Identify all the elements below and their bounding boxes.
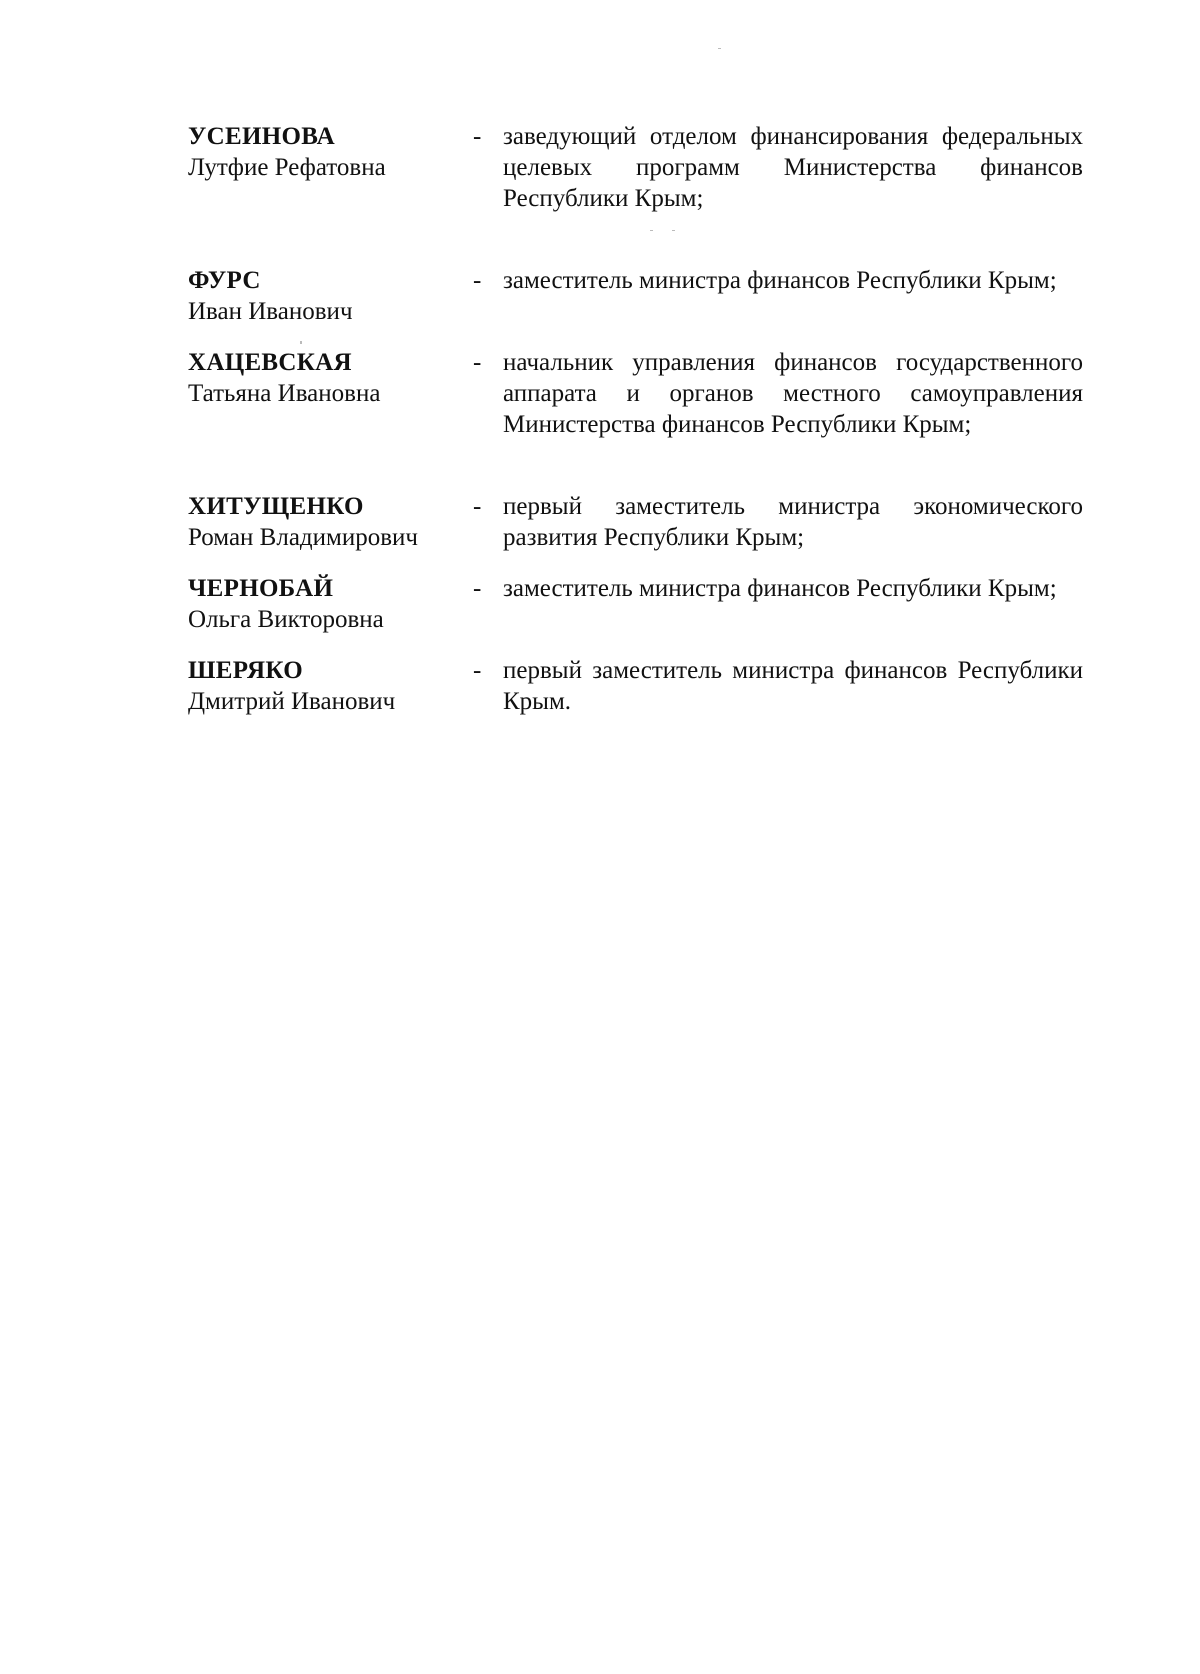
person-given-name: Лутфие Рефатовна xyxy=(188,154,386,181)
person-given-name: Дмитрий Иванович xyxy=(188,688,396,715)
person-surname: ХАЦЕВСКАЯ xyxy=(188,349,352,376)
position-description: заместитель министра финансов Республики Крым; xyxy=(503,267,1057,294)
person-given-name: Татьяна Ивановна xyxy=(188,380,381,407)
person-given-name: Роман Владимирович xyxy=(188,524,418,551)
dash-separator: - xyxy=(473,267,482,294)
person-name xyxy=(188,265,468,327)
person-surname: ХИТУЩЕНКО xyxy=(188,493,364,520)
person-surname: ЧЕРНОБАЙ xyxy=(188,575,334,602)
person-given-name: Иван Иванович xyxy=(188,298,353,325)
person-name xyxy=(188,491,468,553)
dash-separator: - xyxy=(473,123,482,150)
person-given-name: Ольга Викторовна xyxy=(188,606,384,633)
person-surname: ШЕРЯКО xyxy=(188,657,303,684)
scan-artifact xyxy=(650,230,653,231)
dash-separator: - xyxy=(473,349,482,376)
dash-separator: - xyxy=(473,657,482,684)
position-description: начальник управления финансов государственного аппарата и органов местного самоуправления Министерства финансов Республики Крым; xyxy=(503,349,1083,438)
position-description: первый заместитель министра экономического развития Республики Крым; xyxy=(503,493,1083,551)
dash-separator: - xyxy=(473,493,482,520)
person-name xyxy=(188,347,468,409)
position-description: заместитель министра финансов Республики Крым; xyxy=(503,575,1057,602)
position-description: первый заместитель министра финансов Республики Крым. xyxy=(503,657,1083,715)
position-description: заведующий отделом финансирования федеральных целевых программ Министерства финансов Республики Крым; xyxy=(503,123,1083,212)
dash-separator: - xyxy=(473,575,482,602)
person-name xyxy=(188,655,468,717)
person-name xyxy=(188,573,468,635)
person-name xyxy=(188,121,468,183)
scan-artifact xyxy=(300,341,302,344)
person-surname: УСЕИНОВА xyxy=(188,123,335,150)
scan-artifact xyxy=(718,48,721,49)
scan-artifact xyxy=(672,230,675,231)
person-surname: ФУРС xyxy=(188,267,261,294)
